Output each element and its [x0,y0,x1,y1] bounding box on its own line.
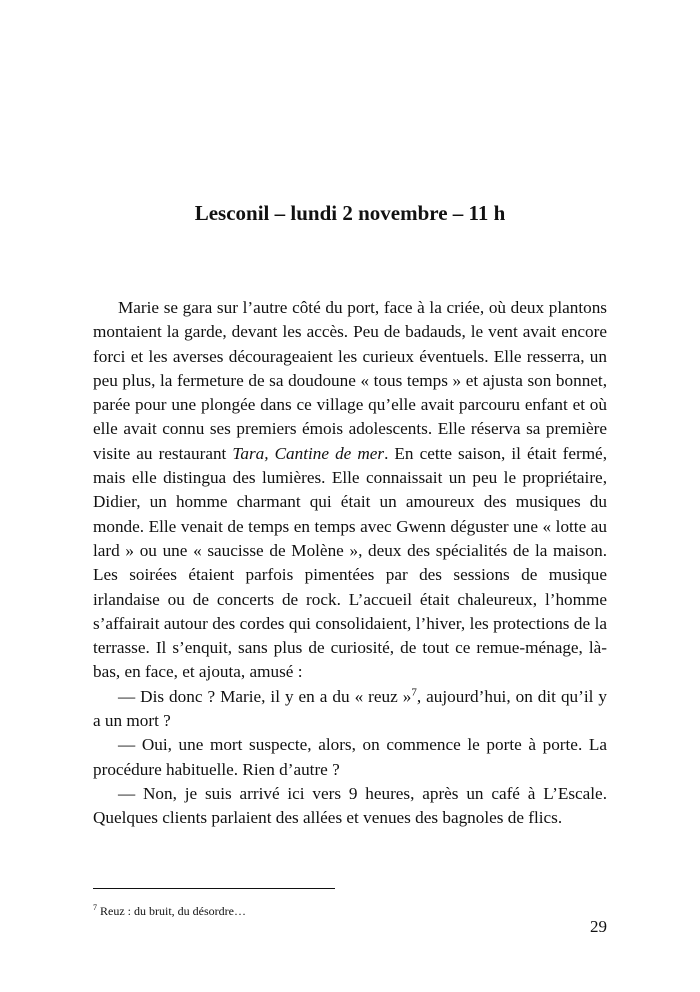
body-text [93,296,607,831]
chapter-title: Lesconil – lundi 2 novembre – 11 h [194,201,506,225]
paragraph-1-text-start: Marie se gara sur l’autre côté du port, face à la criée, où deux plantons montaient la garde, devant les accès. Peu de badauds, le vent avait encore forci et les averses décourageaient les curieux éventuels. Elle resserra, un peu plus, la fermeture de sa doudoune « tous temps » et ajusta son bonnet, parée pour une plongée dans ce village qu’elle avait parcouru enfant et où elle avait connu ses premiers émois adolescents. Elle réserva sa première visite au restaurant [93,298,607,463]
restaurant-name: Tara, Cantine de mer [232,443,385,463]
paragraph-1 [93,296,607,685]
paragraph-2-text-end: , aujourd’hui, on dit qu’il y a un mort ? [93,686,607,731]
footnote [93,904,246,919]
paragraph-1-text-end: . En cette saison, il était fermé, mais elle distingua des lumières. Elle connaissait un peu le propriétaire, Didier, un homme charmant qui était un amoureux des musiques du monde. Elle venait de temps en temps avec Gwenn déguster une « lotte au lard » ou une « saucisse de Molène », deux des spécialités de la maison. Les soirées étaient parfois pimentées par des sessions de musique irlandaise ou de concerts de rock. L’accueil était chaleureux, l’homme s’affairait autour des cordes qui consolidaient, l’hiver, les protections de la terrasse. Il s’enquit, sans plus de curiosité, de tout ce remue-ménage, là-bas, en face, et ajouta, amusé : [93,443,607,682]
paragraph-3: — Oui, une mort suspecte, alors, on commence le porte à porte. La procédure habituelle. Rien d’autre ? [93,735,607,779]
page-number: 29 [590,917,607,936]
footnote-divider [93,888,335,889]
paragraph-2 [93,685,607,734]
footnote-reference: 7 [411,686,417,699]
paragraph-2-text-start: — Dis donc ? Marie, il y en a du « reuz » [118,686,412,706]
paragraph-4: — Non, je suis arrivé ici vers 9 heures, après un café à L’Escale. Quelques clients parlaient des allées et venues des bagnoles de flics. [93,783,607,828]
footnote-number: 7 [93,903,97,912]
footnote-text: Reuz : du bruit, du désordre… [97,904,246,918]
